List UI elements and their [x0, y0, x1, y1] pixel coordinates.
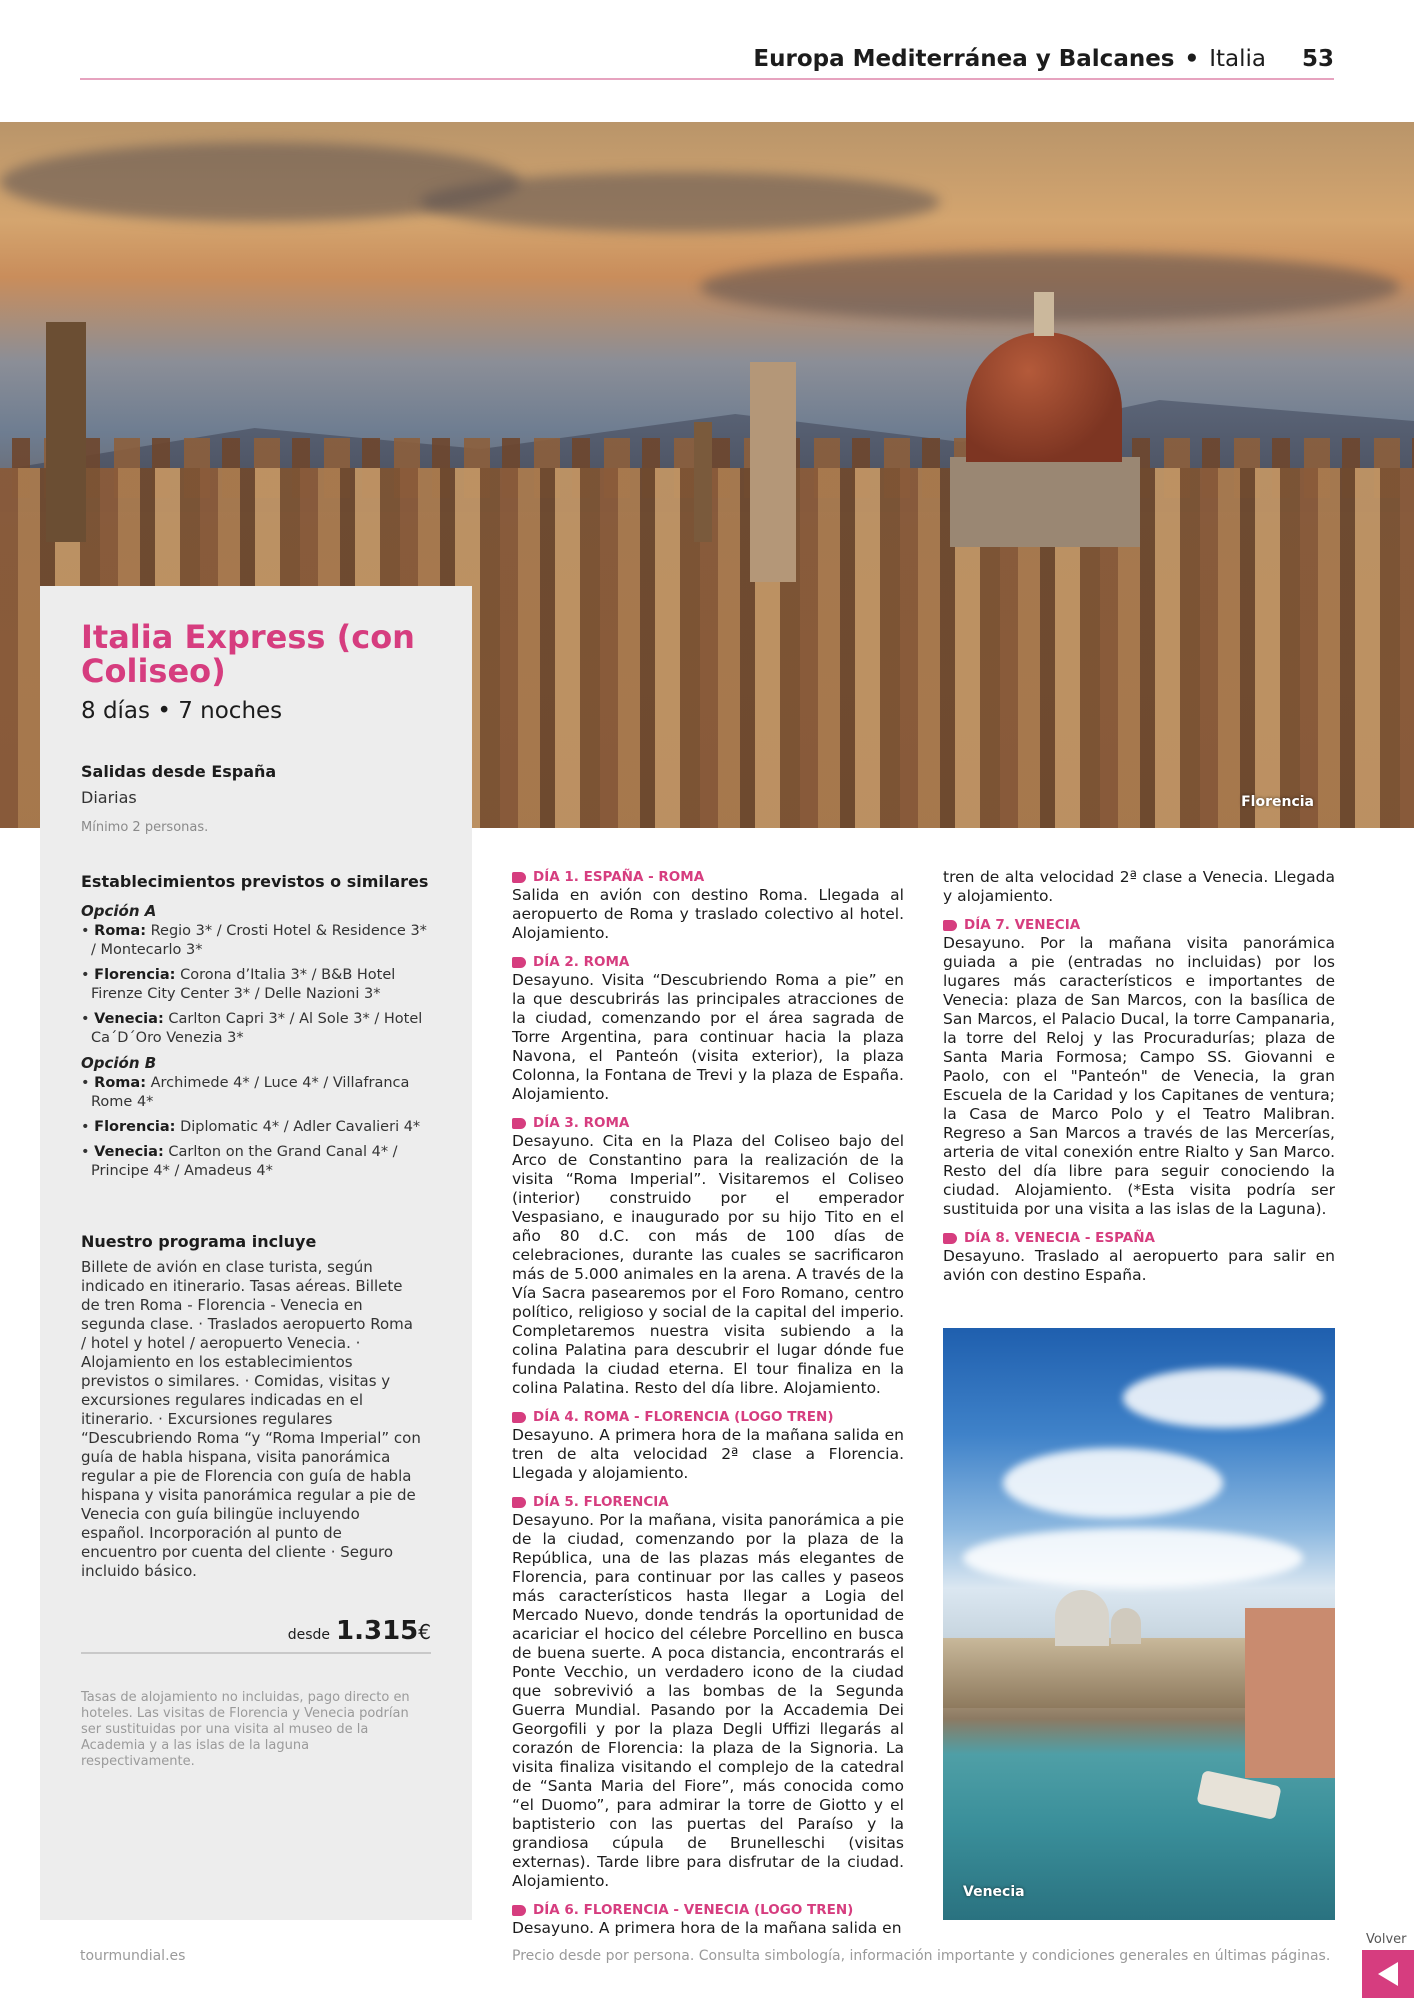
hotel-city: Venecia: — [94, 1011, 164, 1027]
hotel-item: • Roma: Regio 3* / Crosti Hotel & Residence 3* / Montecarlo 3* — [81, 923, 427, 958]
volver-button[interactable] — [1362, 1950, 1414, 1998]
hotel-names: Regio 3* / Crosti Hotel & Residence 3* / Montecarlo 3* — [91, 923, 427, 958]
itinerary-day — [943, 1229, 1335, 1285]
tag-marker-icon — [512, 1497, 526, 1508]
hotel-item: • Florencia: Diplomatic 4* / Adler Cavalieri 4* — [81, 1119, 421, 1135]
section-title: Europa Mediterránea y Balcanes — [753, 46, 1175, 72]
itinerary-day — [512, 1408, 904, 1483]
day-heading: DÍA 1. ESPAÑA - ROMA — [533, 869, 705, 885]
day-heading: DÍA 5. FLORENCIA — [533, 1494, 669, 1510]
opcion-b-label: Opción B — [81, 1054, 157, 1072]
hotel-city: Roma: — [94, 923, 146, 939]
day-heading: DÍA 3. ROMA — [533, 1115, 630, 1131]
hotel-names: Carlton on the Grand Canal 4* / Principe 4* / Amadeus 4* — [91, 1144, 398, 1179]
day-heading: DÍA 2. ROMA — [533, 954, 630, 970]
hotel-city: Roma: — [94, 1075, 146, 1091]
tag-marker-icon — [943, 920, 957, 931]
tasas-note: Tasas de alojamiento no incluidas, pago directo en hoteles. Las visitas de Florencia y Venecia podrían ser sustituidas por una visita al museo de la Academia y a las islas de la laguna respectivamente. — [81, 1690, 410, 1769]
salidas-value: Diarias — [81, 788, 137, 807]
itinerary-day — [512, 953, 904, 1104]
hotel-names: Carlton Capri 3* / Al Sole 3* / Hotel Ca´D´Oro Venezia 3* — [91, 1011, 423, 1046]
venice-photo — [943, 1328, 1335, 1920]
day-text: Desayuno. A primera hora de la mañana salida en — [512, 1919, 902, 1937]
tag-marker-icon — [512, 872, 526, 883]
tag-marker-icon — [943, 1233, 957, 1244]
opcion-a-label: Opción A — [81, 902, 157, 920]
trip-info-panel — [40, 586, 472, 1920]
itinerary-day — [512, 1493, 904, 1891]
venice-caption: Venecia — [963, 1884, 1025, 1900]
hotel-item: • Venecia: Carlton Capri 3* / Al Sole 3* / Hotel Ca´D´Oro Venezia 3* — [81, 1011, 423, 1046]
hotel-list — [81, 898, 431, 1187]
programa-heading: Nuestro programa incluye — [81, 1232, 317, 1251]
hotel-names: Corona d’Italia 3* / B&B Hotel Firenze City Center 3* / Delle Nazioni 3* — [91, 967, 396, 1002]
establecimientos-heading: Establecimientos previstos o similares — [81, 872, 429, 891]
programa-text: Billete de avión en clase turista, según indicado en itinerario. Tasas aéreas. Billete de tren Roma - Florencia - Venecia en segunda clase. · Traslados aeropuerto Roma / hotel y hotel / aeropuerto Venecia. · Alojamiento en los establecimientos previstos o similares. · Comidas, visitas y excursiones regulares indicadas en el itinerario. · Excursiones regulares “Descubriendo Roma “y “Roma Imperial” con guía de habla hispana, visita panorámica regular a pie de Florencia con guía de habla hispana y visita panorámica regular a pie de Venecia con guía bilingüe incluyendo español. Incorporación al punto de encuentro por cuenta del cliente · Seguro incluido básico. — [81, 1258, 421, 1580]
hotel-item: • Florencia: Corona d’Italia 3* / B&B Hotel Firenze City Center 3* / Delle Nazioni 3* — [81, 967, 396, 1002]
page-header — [80, 46, 1334, 80]
minimo-note: Mínimo 2 personas. — [81, 820, 209, 835]
arrow-left-icon — [1378, 1962, 1398, 1986]
hotel-city: Florencia: — [94, 1119, 176, 1135]
day-text: Desayuno. Traslado al aeropuerto para salir en avión con destino España. — [943, 1247, 1335, 1284]
header-divider — [80, 78, 1334, 80]
day-text: Desayuno. Visita “Descubriendo Roma a pie” en la que descubrirás las principales atracciones de la ciudad, comenzando por el área sagrada de Torre Argentina, para continuar hacia la plaza Navona, el Panteón (visita exterior), la plaza Colonna, la Fontana de Trevi y la plaza de España. Alojamiento. — [512, 971, 904, 1103]
day-text: Desayuno. Cita en la Plaza del Coliseo bajo del Arco de Constantino para la realización de la visita “Roma Imperial”. Visitaremos el Coliseo (interior) construido por el emperador Vespasiano, e inaugurado por su hijo Tito en el año 80 d.C. con más de 100 días de celebraciones, durante las cuales se sacrificaron más de 5.000 animales en la arena. A través de la Vía Sacra pasearemos por el Foro Romano, centro político, religioso y social de la capital del imperio. Completaremos nuestra visita subiendo a la colina Palatina para descubrir el lugar dónde fue fundada la ciudad eterna. El tour finaliza en la colina Palatina. Resto del día libre. Alojamiento. — [512, 1132, 904, 1397]
header-separator: • — [1184, 46, 1200, 72]
price-prefix: desde — [287, 1627, 331, 1643]
itinerary-column-2 — [943, 868, 1335, 1295]
hotel-names: Archimede 4* / Luce 4* / Villafranca Rome 4* — [91, 1075, 410, 1110]
itinerary-day — [512, 1114, 904, 1398]
trip-duration: 8 días • 7 noches — [81, 698, 283, 724]
itinerary-column-1 — [512, 868, 904, 1948]
day-heading: DÍA 8. VENECIA - ESPAÑA — [964, 1230, 1155, 1246]
day-heading: DÍA 7. VENECIA — [964, 917, 1081, 933]
day-text: Desayuno. A primera hora de la mañana salida en tren de alta velocidad 2ª clase a Florencia. Llegada y alojamiento. — [512, 1426, 904, 1482]
day-text: Desayuno. Por la mañana, visita panorámica a pie de la ciudad, comenzando por la plaza de la República, una de las plazas más elegantes de Florencia, para continuar por las calles y paseos más característicos hasta llegar a Logia del Mercado Nuevo, donde tendrás la oportunidad de acariciar el hocico del célebre Porcellino en busca de buena suerte. A poca distancia, encontrarás el Ponte Vecchio, un verdadero icono de la ciudad que sobrevivió a las bombas de la Segunda Guerra Mundial. Pasando por la Accademia Dei Georgofili y por la plaza Degli Uffizi llegarás al corazón de Florencia: la plaza de la Signoria. La visita finaliza visitando el complejo de la catedral de “Santa Maria del Fiore”, más conocida como “el Duomo”, para admirar la torre de Giotto y el baptisterio con las puertas del Paraíso y la grandiosa cúpula de Brunelleschi (visitas externas). Tarde libre para disfrutar de la ciudad. Alojamiento. — [512, 1511, 904, 1890]
hero-caption: Florencia — [1241, 794, 1314, 810]
hotel-city: Florencia: — [94, 967, 176, 983]
hotel-city: Venecia: — [94, 1144, 164, 1160]
price-value: 1.315 — [336, 1616, 419, 1646]
footer-note: Precio desde por persona. Consulta simbología, información importante y condiciones generales en últimas páginas. — [512, 1948, 1331, 1964]
day-text: Desayuno. Por la mañana visita panorámica guiada a pie (entradas no incluidas) por los lugares más característicos e importantes de Venecia: plaza de San Marcos, con la basílica de San Marcos, el Palacio Ducal, la torre Campanaria, la torre del Reloj y las Procuradurías; plaza de Santa Maria Formosa; Campo SS. Giovanni e Paolo, con el "Panteón" de Venecia, la gran Escuela de la Caridad y los Capitanes de ventura; la Casa de Marco Polo y el Teatro Malibran. Regreso a San Marcos a través de las Mercerías, arteria de vital conexión entre Rialto y San Marco. Resto del día libre para seguir conociendo la ciudad. Alojamiento. (*Esta visita podría ser sustituida por una visita a las islas de la Laguna). — [943, 934, 1335, 1218]
tag-marker-icon — [512, 1118, 526, 1129]
tag-marker-icon — [512, 957, 526, 968]
hotel-item: • Roma: Archimede 4* / Luce 4* / Villafranca Rome 4* — [81, 1075, 410, 1110]
hotel-names: Diplomatic 4* / Adler Cavalieri 4* — [180, 1119, 421, 1135]
hotel-item: • Venecia: Carlton on the Grand Canal 4* / Principe 4* / Amadeus 4* — [81, 1144, 398, 1179]
itinerary-day — [943, 916, 1335, 1219]
tag-marker-icon — [512, 1905, 526, 1916]
salidas-heading: Salidas desde España — [81, 762, 277, 781]
trip-title: Italia Express (con Coliseo) — [81, 618, 415, 690]
itinerary-day — [512, 1901, 904, 1938]
day-text: Salida en avión con destino Roma. Llegada al aeropuerto de Roma y traslado colectivo al hotel. Alojamiento. — [512, 886, 904, 942]
page-number: 53 — [1301, 46, 1334, 72]
day-heading: DÍA 4. ROMA - FLORENCIA (LOGO TREN) — [533, 1409, 834, 1425]
price-row — [81, 1616, 431, 1646]
volver-label[interactable]: Volver — [1366, 1932, 1407, 1947]
price-divider — [81, 1652, 431, 1654]
day-heading: DÍA 6. FLORENCIA - VENECIA (LOGO TREN) — [533, 1902, 854, 1918]
country-name: Italia — [1209, 46, 1266, 72]
price-currency: € — [418, 1620, 431, 1644]
tag-marker-icon — [512, 1412, 526, 1423]
day-text-continuation: tren de alta velocidad 2ª clase a Venecia. Llegada y alojamiento. — [943, 868, 1335, 905]
footer-site: tourmundial.es — [80, 1948, 186, 1964]
itinerary-day — [512, 868, 904, 943]
